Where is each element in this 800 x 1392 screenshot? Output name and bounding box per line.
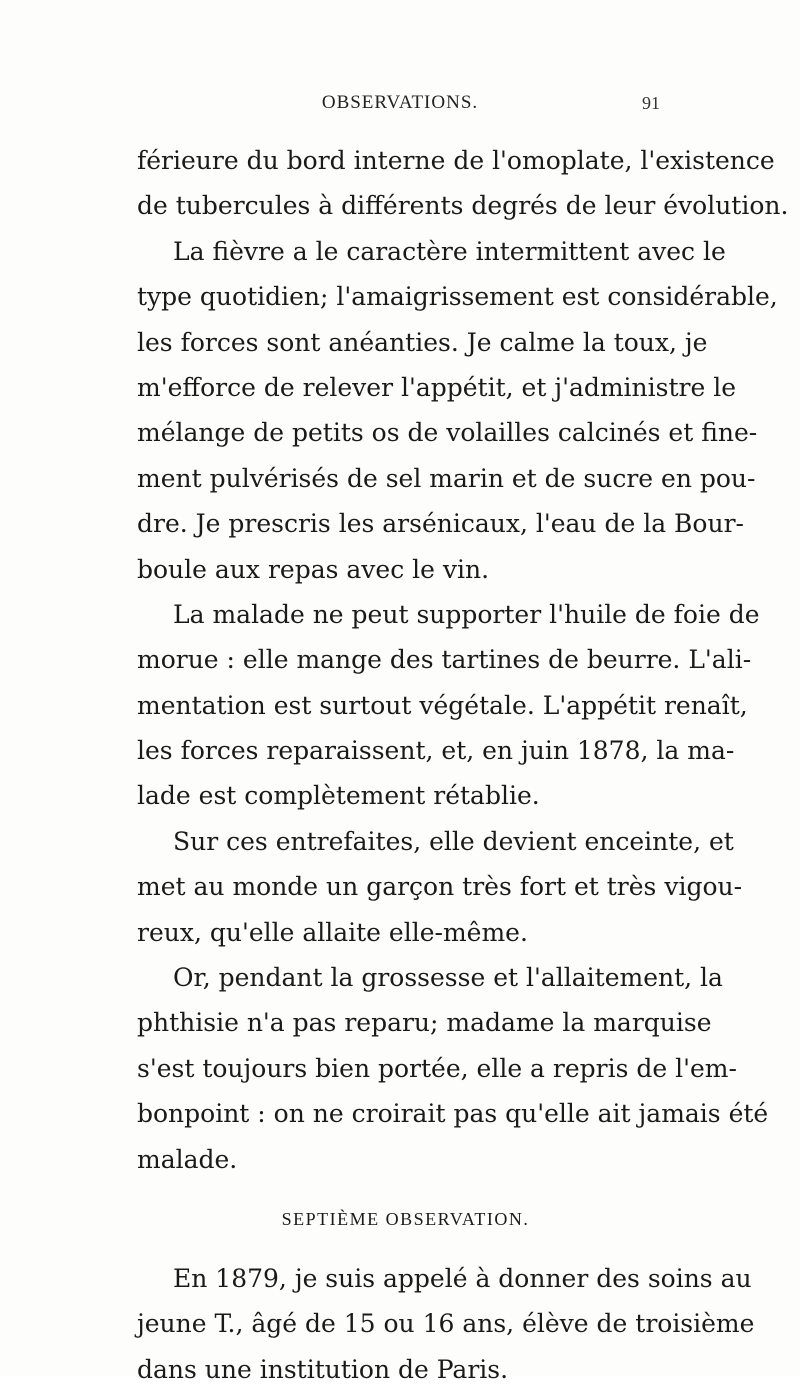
page-number: 91 (642, 93, 660, 113)
text-line: La fièvre a le caractère intermittent avec le (173, 236, 726, 266)
running-title: OBSERVATIONS. (321, 92, 479, 113)
text-line: s'est toujours bien portée, elle a repris de l'em- (137, 1053, 737, 1083)
text-line: phthisie n'a pas reparu; madame la marquise (137, 1008, 712, 1038)
text-line: En 1879, je suis appelé à donner des soins au (173, 1263, 752, 1293)
text-line: morue : elle mange des tartines de beurre. L'ali- (137, 645, 752, 675)
text-line: ment pulvérisés de sel marin et de sucre en pou- (137, 463, 756, 493)
text-line: malade. (137, 1144, 238, 1174)
text-line: férieure du bord interne de l'omoplate, l'existence (137, 146, 775, 175)
text-line: dre. Je prescris les arsénicaux, l'eau de la Bour- (137, 509, 744, 539)
text-line: les forces reparaissent, et, en juin 1878, la ma- (137, 736, 735, 766)
text-line: les forces sont anéanties. Je calme la toux, je (137, 327, 708, 357)
text-line: de tubercules à différents degrés de leur évolution. (137, 191, 789, 221)
text-line: jeune T., âgé de 15 ou 16 ans, élève de troisième (137, 1309, 755, 1339)
text-line: m'efforce de relever l'appétit, et j'administre le (137, 372, 737, 402)
running-head (0, 92, 800, 116)
text-line: boule aux repas avec le vin. (137, 554, 490, 584)
text-line: Or, pendant la grossesse et l'allaitement, la (173, 963, 723, 993)
text-line: reux, qu'elle allaite elle-même. (137, 917, 528, 947)
text-line: met au monde un garçon très fort et très vigou- (137, 872, 743, 902)
text-line: dans une institution de Paris. (137, 1354, 509, 1384)
text-line: La malade ne peut supporter l'huile de foie de (173, 599, 760, 629)
text-line: Sur ces entrefaites, elle devient enceinte, et (173, 826, 734, 856)
body-text (137, 138, 789, 1392)
section-heading: SEPTIÈME OBSERVATION. (281, 1208, 530, 1229)
text-line: type quotidien; l'amaigrissement est considérable, (137, 282, 778, 312)
text-line: bonpoint : on ne croirait pas qu'elle ait jamais été (137, 1099, 769, 1129)
text-line: mentation est surtout végétale. L'appétit renaît, (137, 690, 748, 720)
text-line: mélange de petits os de volailles calcinés et fine- (137, 418, 758, 448)
text-line: lade est complètement rétablie. (137, 781, 540, 811)
